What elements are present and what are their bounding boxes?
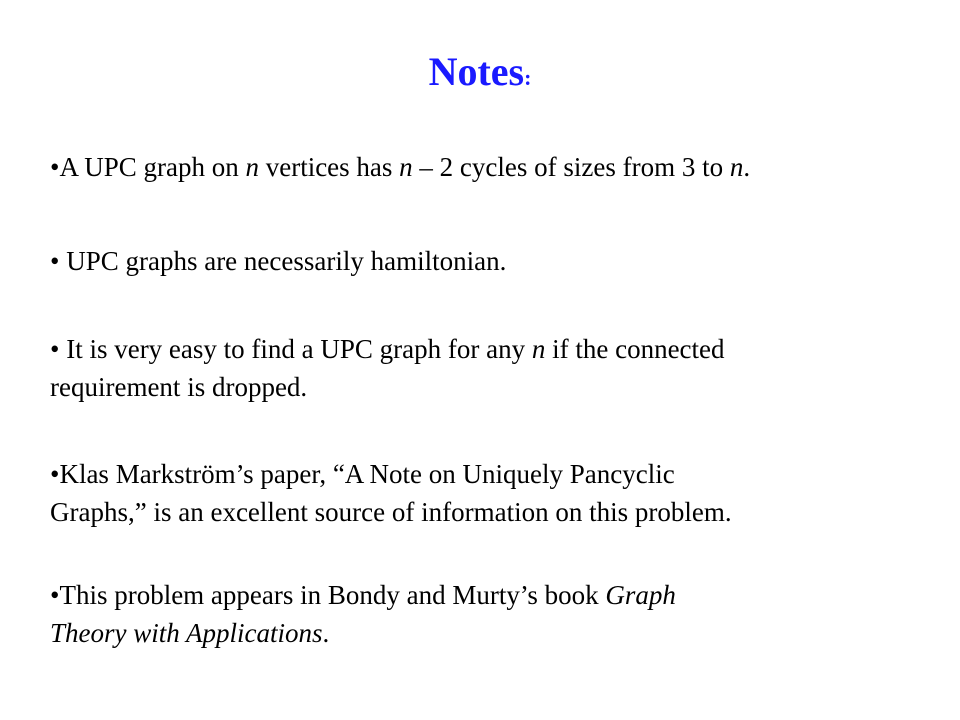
- bullet-upc-cycles: [50, 148, 920, 186]
- bullet-text: – 2 cycles of sizes from 3 to: [412, 152, 730, 182]
- variable-n: n: [729, 152, 744, 182]
- bullet-hamiltonian: [50, 242, 920, 280]
- bullet-text: •This problem appears in Bondy and Murty’s book: [50, 580, 606, 610]
- bullet-connected-requirement: [50, 330, 920, 406]
- slide-title-text: Notes: [428, 49, 525, 94]
- bullet-text: • It is very easy to find a UPC graph for any: [50, 334, 532, 364]
- book-title-part1: Graph: [605, 580, 676, 610]
- bullet-markstrom-paper: [50, 455, 920, 531]
- variable-n: n: [399, 152, 413, 182]
- book-title-part2: Theory with Applications: [50, 618, 323, 648]
- variable-n: n: [245, 152, 259, 182]
- variable-n: n: [531, 334, 546, 364]
- bullet-bondy-murty-book: [50, 576, 920, 652]
- slide-title-colon: :: [524, 65, 532, 90]
- slide-title: [0, 48, 960, 102]
- bullet-text: • UPC graphs are necessarily hamiltonian.: [50, 246, 507, 276]
- bullet-text-line2: Graphs,” is an excellent source of information on this problem.: [50, 497, 732, 527]
- bullet-text: vertices has: [258, 152, 400, 182]
- bullet-text: if the connected: [545, 334, 725, 364]
- bullet-text: .: [322, 618, 330, 648]
- bullet-text: •Klas Markström’s paper, “A Note on Uniquely Pancyclic: [50, 459, 675, 489]
- bullet-text: .: [743, 152, 751, 182]
- bullet-text-line2: requirement is dropped.: [50, 372, 308, 402]
- bullet-text: •A UPC graph on: [50, 152, 246, 182]
